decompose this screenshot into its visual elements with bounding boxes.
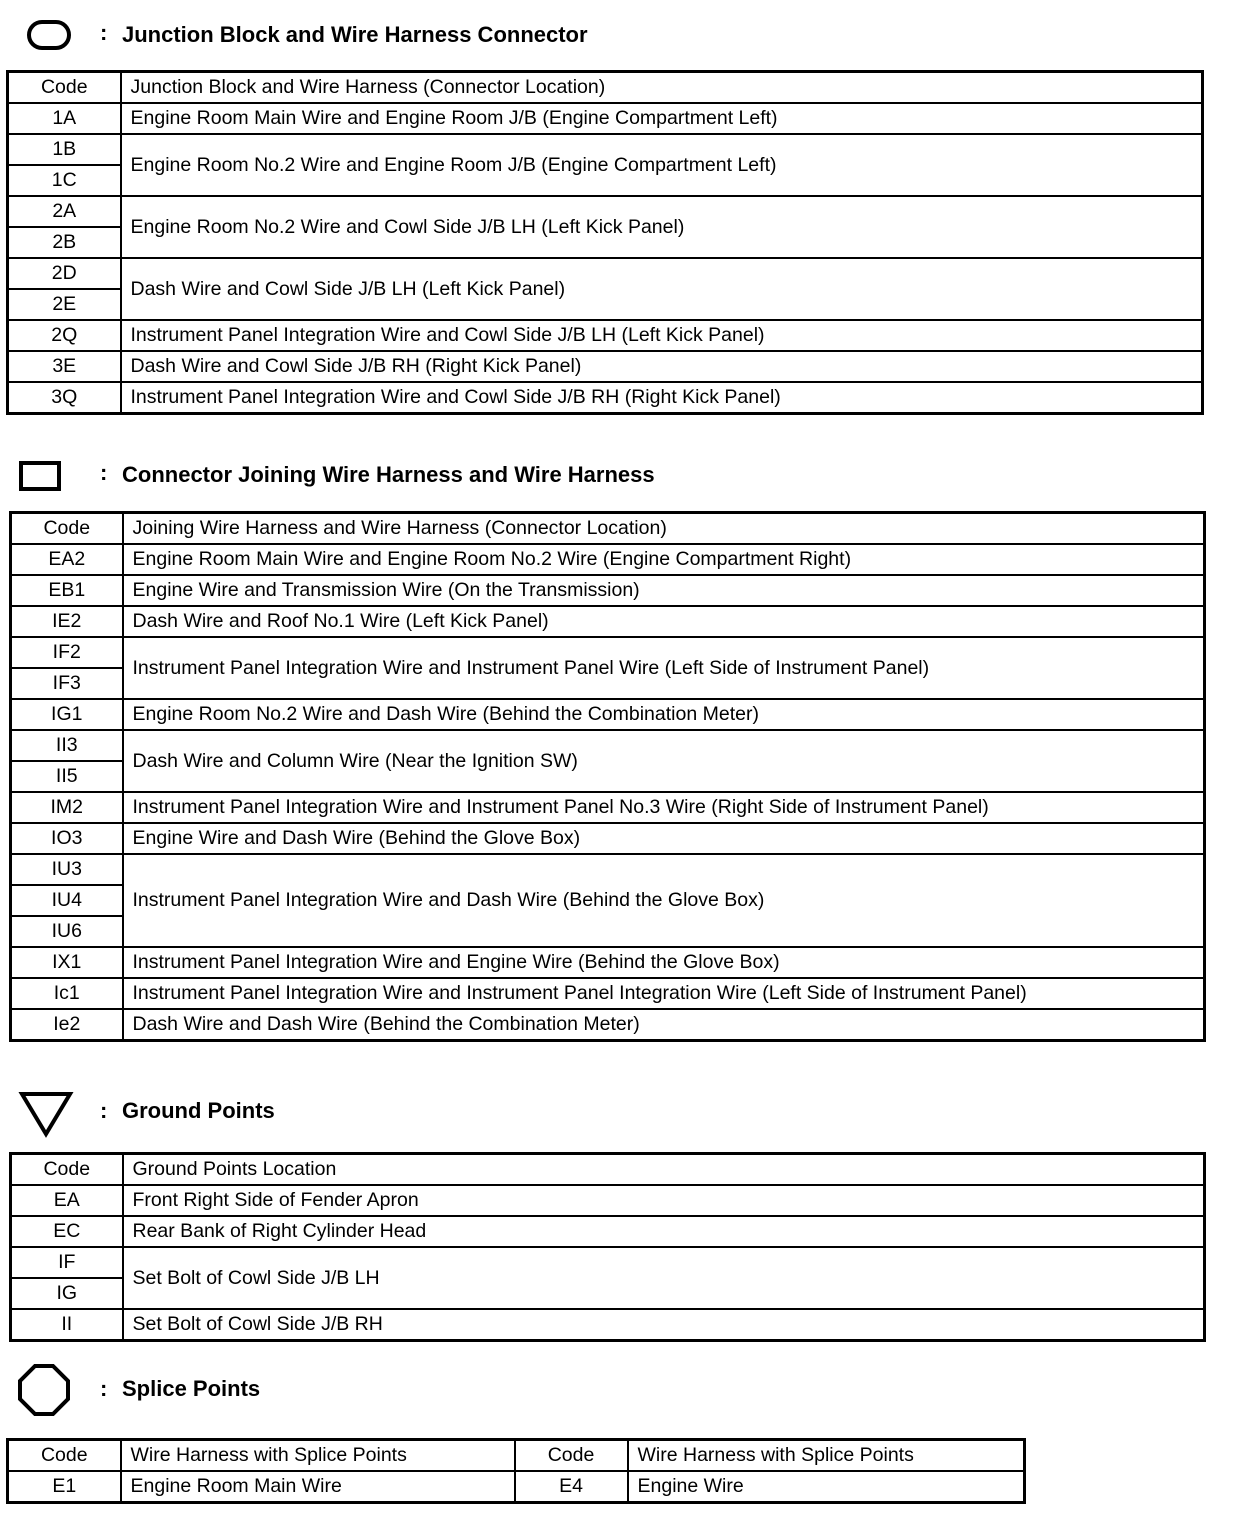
code-cell: 2A — [8, 196, 121, 227]
table-row — [8, 103, 1203, 134]
code-cell: E1 — [8, 1471, 121, 1503]
code-cell: 2E — [8, 289, 121, 320]
table-row — [11, 1216, 1205, 1247]
code-cell: II5 — [11, 761, 123, 792]
desc-cell: Instrument Panel Integration Wire and Instrument Panel Integration Wire (Left Side of Instrument Panel) — [123, 978, 1205, 1009]
table-row — [11, 575, 1205, 606]
table-row — [11, 637, 1205, 668]
table-row — [8, 351, 1203, 382]
code-cell: IG1 — [11, 699, 123, 730]
code-cell: Ie2 — [11, 1009, 123, 1041]
desc-cell: Dash Wire and Roof No.1 Wire (Left Kick Panel) — [123, 606, 1205, 637]
code-cell: IO3 — [11, 823, 123, 854]
heading-colon: : — [100, 1376, 108, 1401]
heading-title: Connector Joining Wire Harness and Wire Harness — [122, 462, 655, 487]
desc-cell: Engine Room No.2 Wire and Engine Room J/B (Engine Compartment Left) — [121, 134, 1203, 196]
desc-cell: Engine Room Main Wire and Engine Room J/B (Engine Compartment Left) — [121, 103, 1203, 134]
header-desc: Junction Block and Wire Harness (Connector Location) — [121, 72, 1203, 104]
code-cell: 2D — [8, 258, 121, 289]
desc-cell: Engine Room No.2 Wire and Cowl Side J/B LH (Left Kick Panel) — [121, 196, 1203, 258]
table-row — [11, 823, 1205, 854]
desc-cell: Dash Wire and Cowl Side J/B LH (Left Kick Panel) — [121, 258, 1203, 320]
table-row — [8, 258, 1203, 289]
desc-cell: Engine Room Main Wire and Engine Room No.2 Wire (Engine Compartment Right) — [123, 544, 1205, 575]
header-code: Code — [11, 513, 123, 545]
code-cell: IX1 — [11, 947, 123, 978]
table-header-row — [8, 1440, 1025, 1472]
desc-cell: Engine Room No.2 Wire and Dash Wire (Behind the Combination Meter) — [123, 699, 1205, 730]
code-cell: EC — [11, 1216, 123, 1247]
code-cell: 3E — [8, 351, 121, 382]
desc-cell: Dash Wire and Cowl Side J/B RH (Right Kick Panel) — [121, 351, 1203, 382]
header-code: Code — [515, 1440, 628, 1472]
header-desc: Wire Harness with Splice Points — [121, 1440, 515, 1472]
table-row — [11, 947, 1205, 978]
header-code: Code — [11, 1154, 123, 1186]
code-cell: IF2 — [11, 637, 123, 668]
section-heading-junction-block — [0, 14, 1248, 60]
table-row — [11, 1185, 1205, 1216]
table-row — [11, 1009, 1205, 1041]
code-cell: EA2 — [11, 544, 123, 575]
code-cell: 1B — [8, 134, 121, 165]
desc-cell: Instrument Panel Integration Wire and Cowl Side J/B RH (Right Kick Panel) — [121, 382, 1203, 414]
header-desc: Joining Wire Harness and Wire Harness (Connector Location) — [123, 513, 1205, 545]
heading-title: Splice Points — [122, 1376, 261, 1401]
table-row — [11, 1247, 1205, 1278]
code-cell: IU6 — [11, 916, 123, 947]
heading-title: Junction Block and Wire Harness Connector — [122, 22, 588, 47]
section-heading-ground-points — [0, 1088, 1248, 1134]
code-cell: II — [11, 1309, 123, 1341]
desc-cell: Dash Wire and Column Wire (Near the Ignition SW) — [123, 730, 1205, 792]
code-cell: Ic1 — [11, 978, 123, 1009]
table-row — [11, 1309, 1205, 1341]
code-cell: II3 — [11, 730, 123, 761]
table-row — [11, 854, 1205, 885]
desc-cell: Engine Wire and Dash Wire (Behind the Glove Box) — [123, 823, 1205, 854]
code-cell: E4 — [515, 1471, 628, 1503]
table-row — [11, 544, 1205, 575]
code-cell: IF — [11, 1247, 123, 1278]
header-desc: Wire Harness with Splice Points — [628, 1440, 1025, 1472]
code-cell: EA — [11, 1185, 123, 1216]
triangle-down-icon — [16, 1088, 76, 1140]
table-row — [8, 196, 1203, 227]
code-cell: IE2 — [11, 606, 123, 637]
table-row — [11, 730, 1205, 761]
heading-colon: : — [100, 460, 108, 485]
code-cell: 1C — [8, 165, 121, 196]
table-row — [11, 792, 1205, 823]
code-cell: IF3 — [11, 668, 123, 699]
rectangle-icon — [18, 460, 66, 494]
header-code: Code — [8, 72, 121, 104]
section-heading-splice-points — [0, 1362, 1248, 1408]
table-row — [8, 1471, 1025, 1503]
desc-cell: Instrument Panel Integration Wire and Instrument Panel Wire (Left Side of Instrument Panel) — [123, 637, 1205, 699]
table-header-row — [11, 1154, 1205, 1186]
heading-colon: : — [100, 1098, 108, 1123]
desc-cell: Instrument Panel Integration Wire and Cowl Side J/B LH (Left Kick Panel) — [121, 320, 1203, 351]
table-row — [8, 320, 1203, 351]
code-cell: 2Q — [8, 320, 121, 351]
desc-cell: Dash Wire and Dash Wire (Behind the Combination Meter) — [123, 1009, 1205, 1041]
code-cell: 2B — [8, 227, 121, 258]
junction-block-table — [6, 70, 1204, 415]
code-cell: IG — [11, 1278, 123, 1309]
desc-cell: Engine Wire and Transmission Wire (On the Transmission) — [123, 575, 1205, 606]
table-row — [11, 699, 1205, 730]
desc-cell: Engine Wire — [628, 1471, 1025, 1503]
code-cell: IM2 — [11, 792, 123, 823]
section-heading-connector-joining — [0, 452, 1248, 498]
desc-cell: Engine Room Main Wire — [121, 1471, 515, 1503]
code-cell: EB1 — [11, 575, 123, 606]
desc-cell: Instrument Panel Integration Wire and Dash Wire (Behind the Glove Box) — [123, 854, 1205, 947]
desc-cell: Front Right Side of Fender Apron — [123, 1185, 1205, 1216]
connector-joining-table — [9, 511, 1206, 1042]
table-row — [8, 134, 1203, 165]
table-header-row — [8, 72, 1203, 104]
rounded-rect-icon — [26, 18, 74, 52]
table-row — [11, 978, 1205, 1009]
desc-cell: Instrument Panel Integration Wire and Engine Wire (Behind the Glove Box) — [123, 947, 1205, 978]
octagon-icon — [16, 1362, 74, 1418]
heading-title: Ground Points — [122, 1098, 275, 1123]
ground-points-table — [9, 1152, 1206, 1342]
table-header-row — [11, 513, 1205, 545]
desc-cell: Set Bolt of Cowl Side J/B LH — [123, 1247, 1205, 1309]
desc-cell: Set Bolt of Cowl Side J/B RH — [123, 1309, 1205, 1341]
heading-colon: : — [100, 20, 108, 45]
header-code: Code — [8, 1440, 121, 1472]
code-cell: 3Q — [8, 382, 121, 414]
code-cell: IU3 — [11, 854, 123, 885]
splice-points-table — [6, 1438, 1026, 1504]
table-row — [8, 382, 1203, 414]
header-desc: Ground Points Location — [123, 1154, 1205, 1186]
code-cell: 1A — [8, 103, 121, 134]
desc-cell: Instrument Panel Integration Wire and Instrument Panel No.3 Wire (Right Side of Instrument Panel) — [123, 792, 1205, 823]
code-cell: IU4 — [11, 885, 123, 916]
desc-cell: Rear Bank of Right Cylinder Head — [123, 1216, 1205, 1247]
table-row — [11, 606, 1205, 637]
